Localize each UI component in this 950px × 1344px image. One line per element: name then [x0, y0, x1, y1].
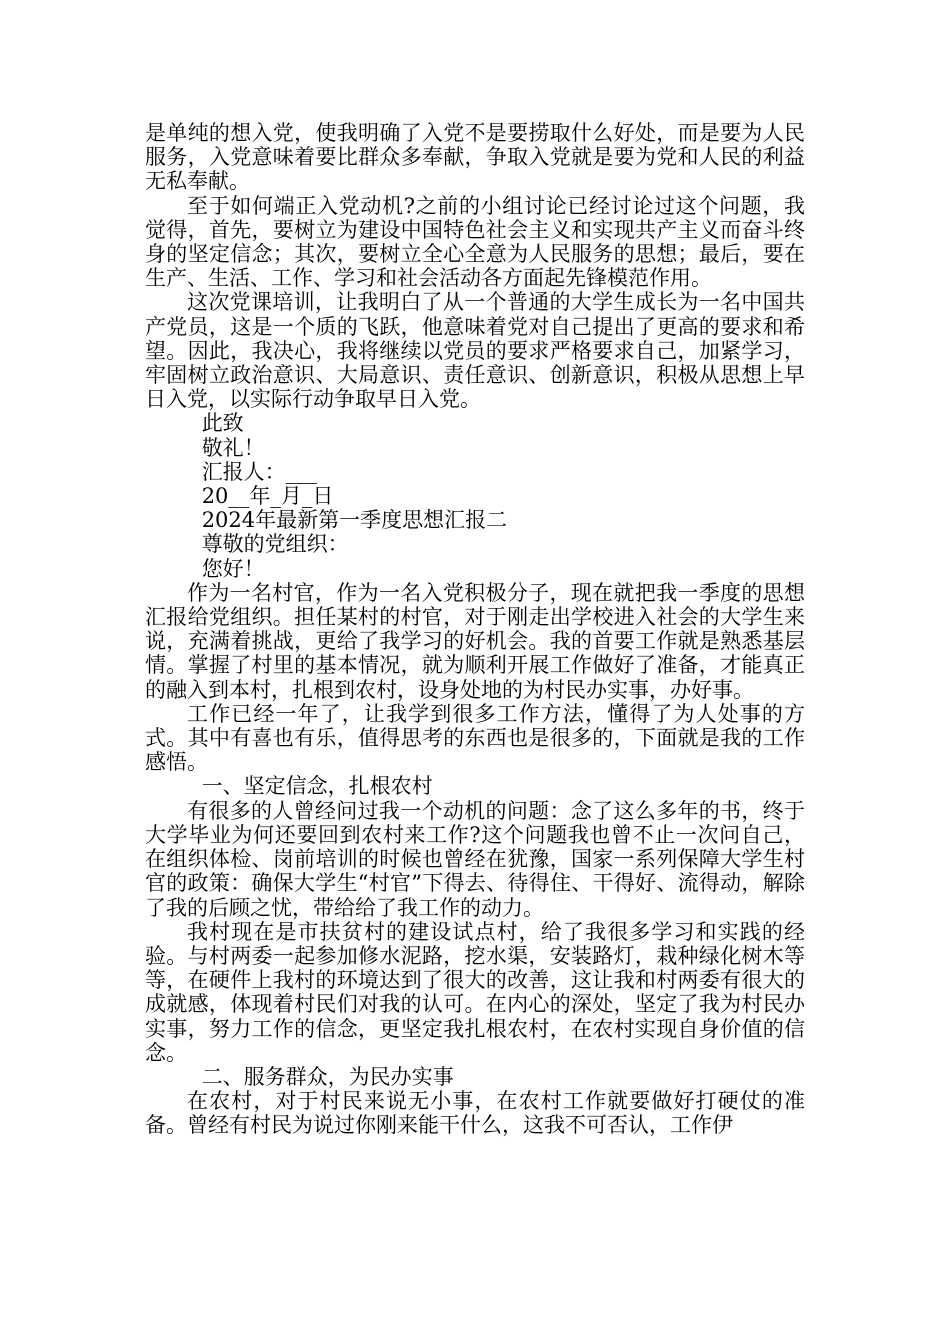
salutation: 尊敬的党组织： [201, 532, 349, 557]
paragraph: 工作已经一年了，让我学到很多工作方法，懂得了为人处事的方式。其中有喜也有乐，值得思考的东西也是很多的，下面就是我的工作感悟。 [145, 701, 805, 775]
greeting: 您好！ [201, 556, 265, 581]
date-line: 20__年_月_日 [201, 484, 334, 509]
paragraph: 有很多的人曾经问过我一个动机的问题：念了这么多年的书，终于大学毕业为何还要回到农村来工作?这个问题我也曾不止一次问自己，在组织体检、岗前培训的时候也曾经在犹豫，国家一系列保障大学生村官的政策：确保大学生“村官”下得去、待得住、干得好、流得动，解除了我的后顾之忧，带给给了我工作的动力。 [145, 798, 805, 920]
paragraph: 至于如何端正入党动机?之前的小组讨论已经讨论过这个问题，我觉得，首先，要树立为建设中国特色社会主义和实现共产主义而奋斗终身的坚定信念；其次，要树立全心全意为人民服务的思想；最后，要在生产、生活、工作、学习和社会活动各方面起先锋模范作用。 [145, 193, 805, 291]
section-heading: 二、服务群众，为民办实事 [201, 1064, 454, 1089]
paragraph: 在农村，对于村民来说无小事，在农村工作就要做好打硬仗的准备。曾经有村民为说过你刚来能干什么，这我不可否认，工作伊 [145, 1089, 805, 1138]
closing-line: 此致 [201, 411, 244, 436]
closing-line: 敬礼！ [201, 435, 265, 460]
paragraph: 我村现在是市扶贫村的建设试点村，给了我很多学习和实践的经验。与村两委一起参加修水泥路，挖水渠，安装路灯，栽种绿化树木等等，在硬件上我村的环境达到了很大的改善，这让我和村两委有很大的成就感，体现着村民们对我的认可。在内心的深处，坚定了我为村民办实事，努力工作的信念，更坚定我扎根农村，在农村实现自身价值的信念。 [145, 919, 805, 1065]
document-page [145, 121, 805, 1138]
section-title: 2024年最新第一季度思想汇报二 [201, 508, 508, 533]
paragraph: 这次党课培训，让我明白了从一个普通的大学生成长为一名中国共产党员，这是一个质的飞跃，他意味着党对自己提出了更高的要求和希望。因此，我决心，我将继续以党员的要求严格要求自己，加紧学习，牢固树立政治意识、大局意识、责任意识、创新意识，积极从思想上早日入党，以实际行动争取早日入党。 [145, 290, 805, 412]
reporter-line: 汇报人：___ [201, 459, 318, 484]
paragraph: 作为一名村官，作为一名入党积极分子，现在就把我一季度的思想汇报给党组织。担任某村的村官，对于刚走出学校进入社会的大学生来说，充满着挑战，更给了我学习的好机会。我的首要工作就是熟悉基层情。掌握了村里的基本情况，就为顺利开展工作做好了准备，才能真正的融入到本村，扎根到农村，设身处地的为村民办实事，办好事。 [145, 580, 805, 702]
section-heading: 一、坚定信念，扎根农村 [201, 774, 433, 799]
paragraph: 是单纯的想入党，使我明确了入党不是要捞取什么好处，而是要为人民服务，入党意味着要比群众多奉献，争取入党就是要为党和人民的利益无私奉献。 [145, 121, 805, 194]
